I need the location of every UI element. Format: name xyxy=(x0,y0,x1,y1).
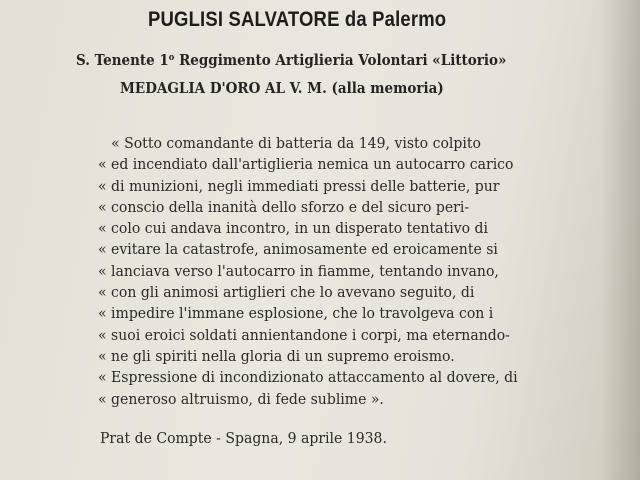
citation-line: « colo cui andava incontro, in un disperato tentativo di xyxy=(98,219,489,238)
citation-line: « ed incendiato dall'artiglieria nemica un autocarro carico xyxy=(98,155,514,174)
citation-line: « ne gli spiriti nella gloria di un supremo eroismo. xyxy=(98,346,455,365)
rank-ordinal: o xyxy=(168,53,175,63)
citation-line: « generoso altruismo, di fede sublime ». xyxy=(98,389,384,408)
citation-line: « lanciava verso l'autocarro in fiamme, tentando invano, xyxy=(98,261,499,280)
citation-text xyxy=(98,133,598,410)
citation-line: « con gli animosi artiglieri che lo avevano seguito, di xyxy=(98,283,475,302)
page-edge-shadow xyxy=(600,0,640,480)
citation-line: « Espressione di incondizionato attaccamento al dovere, di xyxy=(98,368,518,387)
citation-line: « suoi eroici soldati annientandone i corpi, ma eternando- xyxy=(98,325,510,344)
rank-line xyxy=(76,52,506,69)
citation-line: « conscio della inanità dello sforzo e del sicuro peri- xyxy=(98,197,470,216)
rank-prefix: S. Tenente 1 xyxy=(76,52,169,69)
medal-line: MEDAGLIA D'ORO AL V. M. (alla memoria) xyxy=(120,80,444,97)
citation-line: « evitare la catastrofe, animosamente ed eroicamente si xyxy=(98,240,498,259)
place-date-line: Prat de Compte - Spagna, 9 aprile 1938. xyxy=(100,429,387,447)
page-title: PUGLISI SALVATORE da Palermo xyxy=(148,8,447,31)
rank-suffix: Reggimento Artiglieria Volontari «Littorio» xyxy=(174,52,507,69)
citation-line: « di munizioni, negli immediati pressi delle batterie, pur xyxy=(98,176,500,195)
citation-line: « impedire l'immane esplosione, che lo travolgeva con i xyxy=(98,304,494,323)
citation-line: « Sotto comandante di batteria da 149, visto colpito xyxy=(111,134,481,152)
